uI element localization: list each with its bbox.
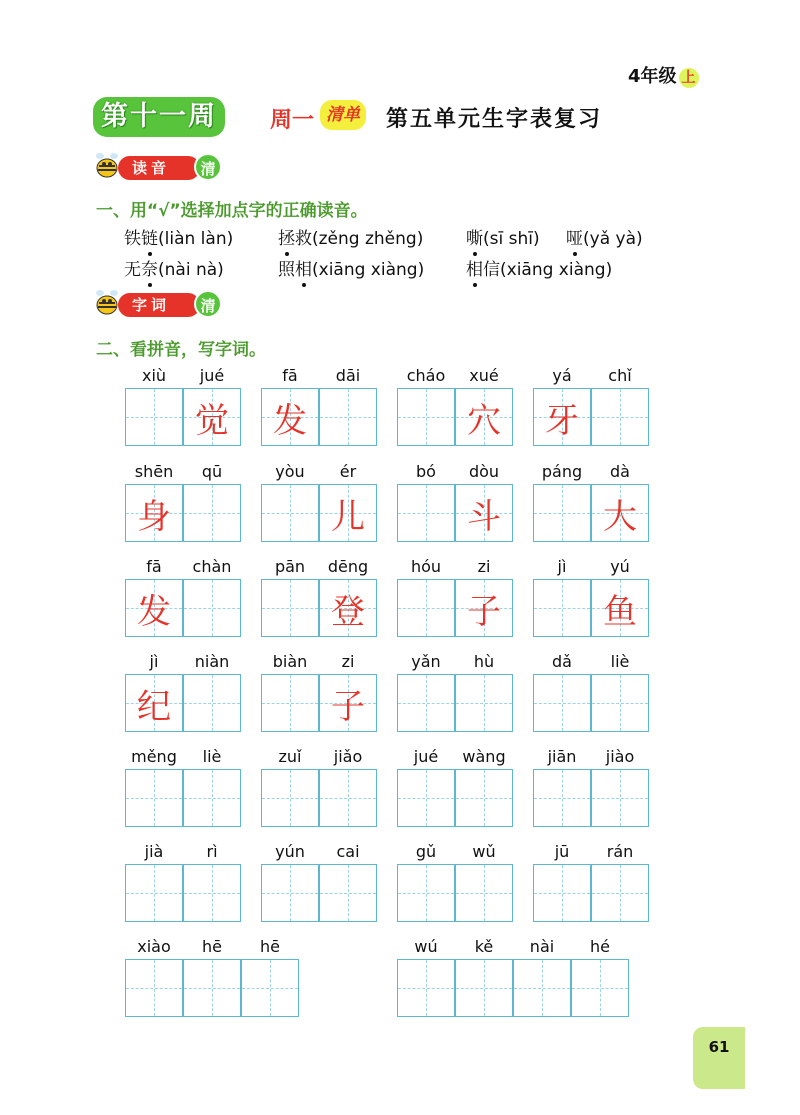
pinyin-label: jiǎo (333, 747, 363, 766)
filled-char: 发 (137, 591, 171, 632)
filled-char: 纪 (137, 686, 171, 727)
filled-char (592, 770, 648, 826)
filled-char (398, 770, 454, 826)
writing-box[interactable] (455, 579, 513, 637)
writing-box[interactable] (125, 484, 183, 542)
writing-box[interactable] (125, 674, 183, 732)
reading-item[interactable] (278, 224, 423, 249)
reading-item[interactable] (124, 255, 224, 280)
dotted-char: 拯 (278, 224, 295, 249)
dotted-char: 链 (141, 224, 158, 249)
filled-char (184, 865, 240, 921)
pinyin-label: gǔ (415, 842, 437, 861)
filled-char (398, 580, 454, 636)
char-text: 无 (124, 260, 141, 280)
filled-char (320, 770, 376, 826)
writing-box[interactable] (319, 388, 377, 446)
pinyin-options: (sī shī) (483, 229, 540, 249)
filled-char: 身 (137, 496, 171, 537)
pinyin-label: xiào (137, 937, 171, 956)
writing-box[interactable] (183, 579, 241, 637)
grade-text: 4年级 (628, 66, 677, 87)
filled-char: 大 (603, 496, 637, 537)
writing-box[interactable] (397, 959, 455, 1017)
writing-box[interactable] (125, 959, 183, 1017)
filled-char: 牙 (545, 400, 579, 441)
writing-box[interactable] (397, 579, 455, 637)
filled-char (126, 865, 182, 921)
filled-char (262, 485, 318, 541)
writing-box[interactable] (261, 769, 319, 827)
filled-char: 登 (331, 591, 365, 632)
writing-box[interactable] (319, 864, 377, 922)
writing-box[interactable] (397, 484, 455, 542)
pinyin-label: hóu (410, 557, 442, 576)
filled-char (184, 770, 240, 826)
writing-box[interactable] (183, 484, 241, 542)
filled-char (320, 389, 376, 445)
writing-box[interactable] (319, 579, 377, 637)
reading-item[interactable] (124, 224, 233, 249)
writing-box[interactable] (455, 959, 513, 1017)
filled-char (456, 675, 512, 731)
writing-box[interactable] (455, 864, 513, 922)
pinyin-label: wǔ (472, 842, 496, 861)
filled-char: 子 (467, 591, 501, 632)
filled-char (398, 485, 454, 541)
writing-box[interactable] (183, 388, 241, 446)
writing-box[interactable] (183, 769, 241, 827)
writing-box[interactable] (591, 484, 649, 542)
section-read-tag: 清 (194, 153, 222, 181)
pinyin-label: jià (144, 842, 164, 861)
pinyin-label: chǐ (608, 366, 632, 385)
writing-box[interactable] (455, 388, 513, 446)
pinyin-label: qū (201, 462, 223, 481)
reading-item[interactable] (466, 224, 540, 249)
pinyin-label: jū (554, 842, 570, 861)
pinyin-label: wàng (462, 747, 506, 766)
pinyin-label: hù (473, 652, 495, 671)
pinyin-label: xué (469, 366, 499, 385)
pinyin-label: shēn (134, 462, 174, 481)
char-text: 信 (483, 260, 500, 280)
pinyin-label: dòu (468, 462, 500, 481)
filled-char (262, 865, 318, 921)
writing-box[interactable] (533, 388, 591, 446)
pinyin-label: dǎ (552, 652, 572, 671)
pinyin-label: kě (474, 937, 494, 956)
writing-box[interactable] (533, 864, 591, 922)
filled-char: 发 (273, 400, 307, 441)
pinyin-label: niàn (194, 652, 230, 671)
writing-box[interactable] (183, 864, 241, 922)
page-title: 第五单元生字表复习 (386, 106, 603, 132)
filled-char (320, 865, 376, 921)
writing-box[interactable] (183, 959, 241, 1017)
filled-char (534, 770, 590, 826)
filled-char (184, 960, 240, 1016)
pinyin-options: (xiāng xiàng) (312, 260, 425, 280)
filled-char (592, 675, 648, 731)
writing-box[interactable] (513, 959, 571, 1017)
pinyin-label: yòu (275, 462, 305, 481)
dotted-char: 相 (295, 255, 312, 280)
pinyin-label: ér (339, 462, 357, 481)
pinyin-label: dēng (327, 557, 369, 576)
filled-char (184, 675, 240, 731)
pinyin-label: hē (202, 937, 222, 956)
filled-char (456, 865, 512, 921)
writing-box[interactable] (319, 674, 377, 732)
pinyin-label: yún (275, 842, 305, 861)
filled-char (398, 389, 454, 445)
writing-box[interactable] (319, 484, 377, 542)
pinyin-label: zi (477, 557, 491, 576)
filled-char (398, 960, 454, 1016)
dotted-char: 奈 (141, 255, 158, 280)
pinyin-label: jì (149, 652, 159, 671)
pinyin-label: jué (413, 747, 439, 766)
pinyin-label: rán (606, 842, 634, 861)
writing-box[interactable] (261, 484, 319, 542)
filled-char (456, 960, 512, 1016)
pinyin-label: dà (610, 462, 630, 481)
pinyin-label: nài (529, 937, 555, 956)
filled-char (534, 675, 590, 731)
pinyin-label: liè (202, 747, 222, 766)
writing-box[interactable] (319, 769, 377, 827)
writing-box[interactable] (125, 769, 183, 827)
writing-box[interactable] (571, 959, 629, 1017)
writing-box[interactable] (591, 579, 649, 637)
dotted-char: 嘶 (466, 224, 483, 249)
question-2-prompt: 二、看拼音，写字词。 (96, 340, 266, 360)
pinyin-label: fā (282, 366, 298, 385)
writing-box[interactable] (455, 484, 513, 542)
pinyin-label: jué (199, 366, 225, 385)
writing-box[interactable] (591, 674, 649, 732)
section-words-label: 字词 (118, 293, 200, 317)
writing-box[interactable] (125, 388, 183, 446)
writing-box[interactable] (455, 769, 513, 827)
filled-char (184, 580, 240, 636)
pinyin-label: jiào (605, 747, 635, 766)
filled-char (572, 960, 628, 1016)
writing-box[interactable] (261, 579, 319, 637)
writing-box[interactable] (533, 769, 591, 827)
filled-char: 子 (331, 686, 365, 727)
writing-box[interactable] (241, 959, 299, 1017)
page-number: 61 (693, 1027, 745, 1089)
writing-box[interactable] (261, 674, 319, 732)
pinyin-label: liè (610, 652, 630, 671)
pinyin-label: xiù (141, 366, 167, 385)
pinyin-label: yǎn (411, 652, 441, 671)
char-text: 照 (278, 260, 295, 280)
filled-char (262, 580, 318, 636)
week-badge: 第十一周 (93, 97, 225, 137)
filled-char (456, 770, 512, 826)
reading-item[interactable] (466, 255, 612, 280)
writing-box[interactable] (261, 864, 319, 922)
pinyin-label: rì (206, 842, 218, 861)
filled-char (592, 865, 648, 921)
filled-char (126, 389, 182, 445)
pinyin-label: jiān (547, 747, 577, 766)
pinyin-label: hē (260, 937, 280, 956)
filled-char (126, 960, 182, 1016)
filled-char (592, 389, 648, 445)
grade-mark: 上 (679, 68, 699, 88)
pinyin-options: (zěng zhěng) (312, 229, 424, 249)
char-text: 救 (295, 229, 312, 249)
filled-char: 鱼 (603, 591, 637, 632)
filled-char (126, 770, 182, 826)
pinyin-label: cháo (406, 366, 446, 385)
filled-char (398, 675, 454, 731)
writing-box[interactable] (533, 484, 591, 542)
writing-box[interactable] (455, 674, 513, 732)
pinyin-options: (liàn làn) (158, 229, 234, 249)
pinyin-label: jì (557, 557, 567, 576)
filled-char: 觉 (195, 400, 229, 441)
filled-char (514, 960, 570, 1016)
filled-char: 穴 (467, 400, 501, 441)
pinyin-label: dāi (335, 366, 361, 385)
writing-box[interactable] (183, 674, 241, 732)
writing-box[interactable] (397, 864, 455, 922)
writing-box[interactable] (397, 674, 455, 732)
filled-char (534, 485, 590, 541)
pinyin-label: yá (552, 366, 572, 385)
day-label: 周一 (270, 108, 315, 133)
writing-box[interactable] (125, 864, 183, 922)
writing-box[interactable] (533, 674, 591, 732)
filled-char (534, 580, 590, 636)
checklist-tag: 清单 (320, 100, 366, 130)
pinyin-label: wú (414, 937, 438, 956)
filled-char (534, 865, 590, 921)
reading-item[interactable] (278, 255, 424, 280)
pinyin-label: yú (610, 557, 630, 576)
pinyin-label: bó (416, 462, 436, 481)
dotted-char: 哑 (566, 224, 583, 249)
writing-box[interactable] (397, 769, 455, 827)
filled-char: 儿 (331, 496, 365, 537)
pinyin-options: (yǎ yà) (583, 229, 643, 249)
pinyin-label: fā (146, 557, 162, 576)
writing-box[interactable] (591, 769, 649, 827)
pinyin-options: (nài nà) (158, 260, 224, 280)
pinyin-label: měng (131, 747, 177, 766)
pinyin-label: pān (274, 557, 306, 576)
filled-char: 斗 (467, 496, 501, 537)
writing-box[interactable] (125, 579, 183, 637)
section-read-label: 读音 (118, 156, 200, 180)
filled-char (398, 865, 454, 921)
writing-box[interactable] (591, 388, 649, 446)
grade-label (628, 62, 699, 88)
reading-item[interactable] (566, 224, 643, 249)
writing-box[interactable] (591, 864, 649, 922)
question-1-prompt: 一、用“√”选择加点字的正确读音。 (96, 201, 368, 221)
pinyin-label: páng (541, 462, 583, 481)
pinyin-label: hé (590, 937, 610, 956)
filled-char (242, 960, 298, 1016)
section-words-tag: 清 (194, 290, 222, 318)
pinyin-label: biàn (272, 652, 308, 671)
char-text: 铁 (124, 229, 141, 249)
writing-box[interactable] (397, 388, 455, 446)
dotted-char: 相 (466, 255, 483, 280)
pinyin-options: (xiāng xiàng) (500, 260, 613, 280)
pinyin-label: zuǐ (278, 747, 302, 766)
writing-box[interactable] (533, 579, 591, 637)
writing-box[interactable] (261, 388, 319, 446)
filled-char (262, 770, 318, 826)
pinyin-label: chàn (192, 557, 232, 576)
pinyin-label: zi (341, 652, 355, 671)
filled-char (184, 485, 240, 541)
filled-char (262, 675, 318, 731)
pinyin-label: cai (336, 842, 360, 861)
